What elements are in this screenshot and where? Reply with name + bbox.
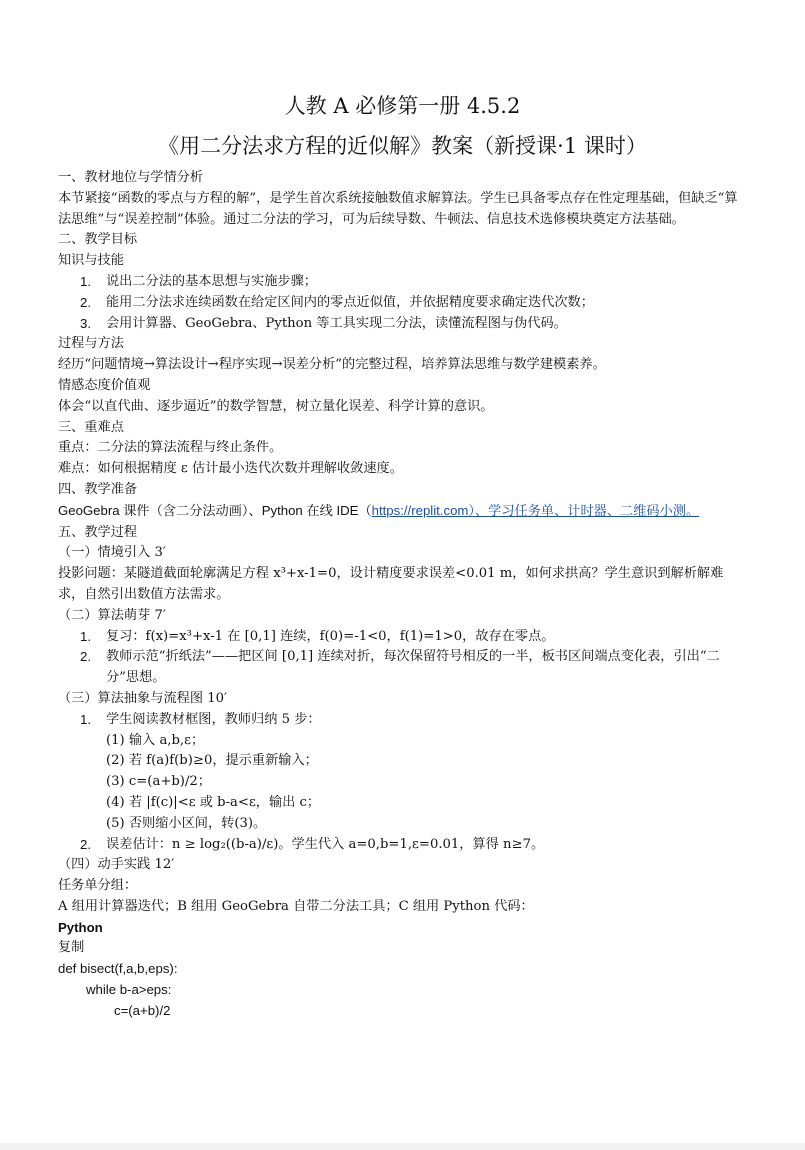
list-text: 复习：f(x)=x³+x-1 在 [0,1] 连续，f(0)=-1<0，f(1)=1>0，故存在零点。 <box>106 628 555 644</box>
algorithm-step: (1) 输入 a,b,ε； <box>106 732 205 748</box>
code-line: def bisect(f,a,b,eps): <box>58 961 178 977</box>
code-line: c=(a+b)/2 <box>114 1002 171 1018</box>
algorithm-step: (5) 否则缩小区间，转(3)。 <box>106 815 267 831</box>
paragraph: 体会“以直代曲、逐步逼近”的数学智慧，树立量化误差、科学计算的意识。 <box>58 398 494 414</box>
list-item <box>58 627 748 648</box>
list-number: 2. <box>80 649 91 665</box>
list-item <box>58 314 748 335</box>
list-number: 1. <box>80 628 91 644</box>
key-point: 重点：二分法的算法流程与终止条件。 <box>58 440 283 456</box>
document-title-line1: 人教 A 必修第一册 4.5.2 <box>284 94 521 118</box>
subheading: 知识与技能 <box>58 253 124 269</box>
list-text: 会用计算器、GeoGebra、Python 等工具实现二分法，读懂流程图与伪代码。 <box>106 315 567 331</box>
section-heading: 三、重难点 <box>58 419 124 435</box>
algorithm-step: (4) 若 |f(c)|<ε 或 b-a<ε，输出 c； <box>106 794 321 810</box>
document-title-line2: 《用二分法求方程的近似解》教案（新授课·1 课时） <box>158 134 647 158</box>
code-line: while b-a>eps: <box>86 982 172 998</box>
subheading: 过程与方法 <box>58 336 124 352</box>
difficulty: 难点：如何根据精度 ε 估计最小迭代次数并理解收敛速度。 <box>58 461 403 477</box>
list-number: 1. <box>80 273 91 289</box>
list-text: 教师示范“折纸法”——把区间 [0,1] 连续对折，每次保留符号相反的一半，板书区间端点变化表，引出“二分”思想。 <box>106 649 720 686</box>
part-heading: （三）算法抽象与流程图 10′ <box>58 690 228 706</box>
replit-link[interactable]: https://replit.com <box>371 502 469 518</box>
paragraph: 投影问题：某隧道截面轮廓满足方程 x³+x-1=0，设计精度要求误差<0.01 m，如何求拱高？学生意识到解析解难求，自然引出数值方法需求。 <box>58 566 724 602</box>
part-heading: （二）算法萌芽 7′ <box>58 607 166 623</box>
preparation-prefix: GeoGebra 课件（含二分法动画）、Python 在线 IDE（ <box>58 502 372 518</box>
algorithm-step: (2) 若 f(a)f(b)≥0，提示重新输入； <box>106 753 318 769</box>
list-item <box>58 710 748 731</box>
list-item <box>58 272 748 293</box>
document-body <box>58 168 748 1022</box>
section-heading: 四、教学准备 <box>58 481 138 497</box>
section-heading: 五、教学过程 <box>58 524 138 540</box>
section-heading: 一、教材地位与学情分析 <box>58 170 204 185</box>
part-heading: （四）动手实践 12′ <box>58 857 175 873</box>
list-item <box>58 647 748 689</box>
list-text: 学生阅读教材框图，教师归纳 5 步： <box>106 711 321 727</box>
subheading: 情感态度价值观 <box>58 377 151 393</box>
list-number: 1. <box>80 711 91 727</box>
paragraph: 经历“问题情境→算法设计→程序实现→误差分析”的完整过程，培养算法思维与数学建模素养。 <box>58 357 606 373</box>
list-text: 能用二分法求连续函数在给定区间内的零点近似值，并依据精度要求确定迭代次数； <box>106 294 594 310</box>
list-text: 说出二分法的基本思想与实施步骤； <box>106 273 317 289</box>
list-item <box>58 293 748 314</box>
paragraph: 本节紧接“函数的零点与方程的解”，是学生首次系统接触数值求解算法。学生已具备零点存在性定理基础，但缺乏“算法思维”与“误差控制”体验。通过二分法的学习，可为后续导数、牛顿法、信息技术选修模块奠定方法基础。 <box>58 190 738 227</box>
list-item <box>58 835 748 856</box>
section-heading: 二、教学目标 <box>58 232 138 248</box>
preparation-suffix[interactable]: ）、学习任务单、计时器、二维码小测。 <box>468 503 700 519</box>
list-text: 误差估计：n ≥ log₂((b-a)/ε)。学生代入 a=0,b=1,ε=0.01，算得 n≥7。 <box>106 836 545 852</box>
list-number: 2. <box>80 836 91 852</box>
preparation-line <box>58 501 748 523</box>
group-text: A 组用计算器迭代；B 组用 GeoGebra 自带二分法工具；C 组用 Python 代码： <box>58 898 534 914</box>
part-heading: （一）情境引入 3′ <box>58 545 166 561</box>
algorithm-step: (3) c=(a+b)/2； <box>106 774 211 790</box>
list-number: 2. <box>80 294 91 310</box>
list-number: 3. <box>80 315 91 331</box>
copy-button[interactable]: 复制 <box>58 940 85 956</box>
code-language-label: Python <box>58 919 103 935</box>
group-heading: 任务单分组： <box>58 878 138 894</box>
